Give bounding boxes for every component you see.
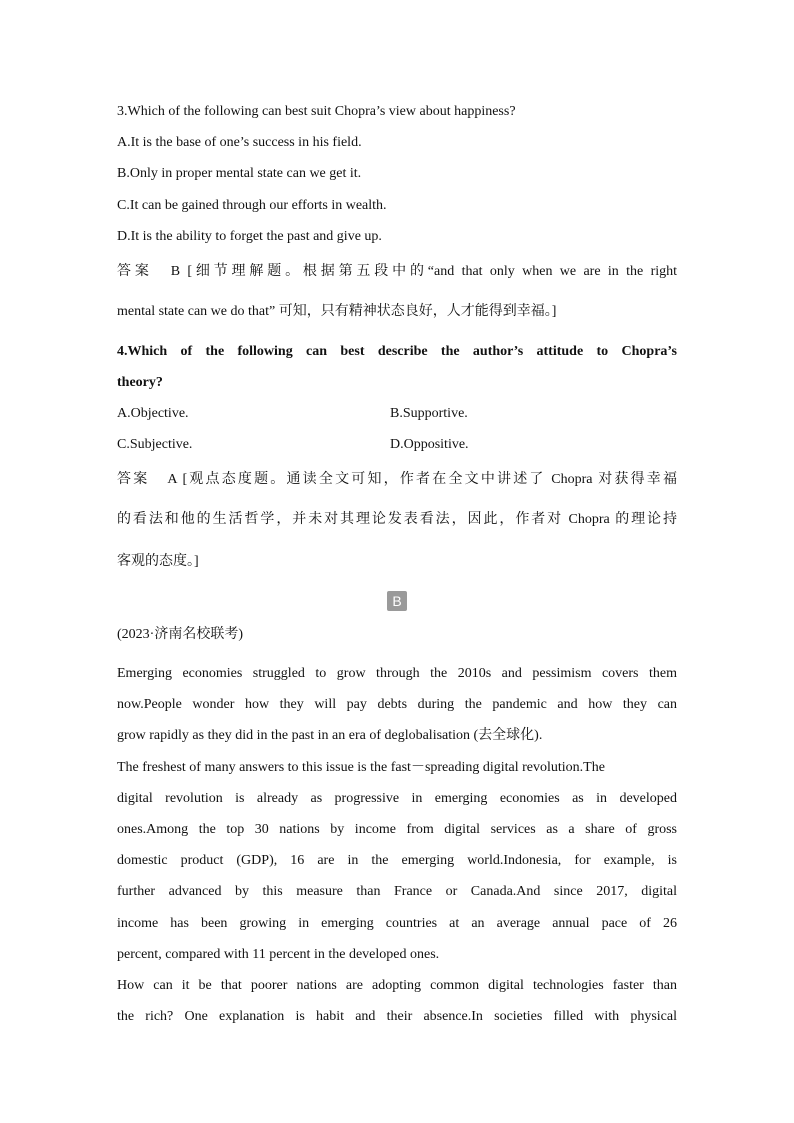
section-b-badge: B	[387, 591, 407, 611]
q3-answer-text-1: B [细节理解题。根据第五段中的“and that only when we are in the right	[170, 264, 678, 279]
q4-option-b: B.Supportive.	[390, 406, 468, 421]
passage-line-3: grow rapidly as they did in the past in an era of deglobalisation (去全球化).	[117, 728, 543, 743]
passage-line-5: digital revolution is already as progressive in emerging economies as in developed	[117, 791, 677, 806]
q3-answer-line-1	[117, 262, 677, 282]
section-source: (2023·济南名校联考)	[117, 627, 243, 642]
question-4-text-line-1: 4.Which of the following can best describe the author’s attitude to Chopra’s	[117, 344, 677, 359]
q3-option-c: C.It can be gained through our efforts in wealth.	[117, 198, 387, 213]
passage-line-10: percent, compared with 11 percent in the developed ones.	[117, 947, 440, 962]
q4-answer-label: 答案	[117, 472, 150, 487]
q3-answer-label: 答案	[117, 264, 153, 279]
q4-answer-line-2: 的看法和他的生活哲学，并未对其理论发表看法，因此，作者对 Chopra 的理论持	[117, 512, 677, 527]
question-3-text: 3.Which of the following can best suit Chopra’s view about happiness?	[117, 104, 516, 119]
passage-line-2: now.People wonder how they will pay debts during the pandemic and how they can	[117, 697, 677, 712]
passage-line-11: How can it be that poorer nations are adopting common digital technologies faster than	[117, 978, 677, 993]
q4-answer-line-3: 客观的态度。]	[117, 554, 199, 569]
passage-line-9: income has been growing in emerging countries at an average annual pace of 26	[117, 916, 677, 931]
question-4-text-line-2: theory?	[117, 375, 163, 390]
q4-option-d: D.Oppositive.	[390, 437, 469, 452]
passage-line-6: ones.Among the top 30 nations by income from digital services as a share of gross	[117, 822, 677, 837]
passage-line-7: domestic product (GDP), 16 are in the emerging world.Indonesia, for example, is	[117, 853, 677, 868]
passage-line-1: Emerging economies struggled to grow through the 2010s and pessimism covers them	[117, 666, 677, 681]
q3-option-b: B.Only in proper mental state can we get it.	[117, 166, 362, 181]
q4-option-c: C.Subjective.	[117, 437, 193, 452]
q4-option-a: A.Objective.	[117, 406, 189, 421]
passage-line-8: further advanced by this measure than France or Canada.And since 2017, digital	[117, 884, 677, 899]
q3-option-a: A.It is the base of one’s success in his field.	[117, 135, 362, 150]
q3-option-d: D.It is the ability to forget the past and give up.	[117, 229, 382, 244]
passage-line-4: The freshest of many answers to this issue is the fast－spreading digital revolution.The	[117, 760, 605, 775]
q3-answer-line-2: mental state can we do that” 可知，只有精神状态良好，人才能得到幸福。]	[117, 304, 557, 319]
q4-answer-text-1: A [观点态度题。通读全文可知，作者在全文中讲述了 Chopra 对获得幸福	[167, 472, 678, 487]
q4-answer-line-1	[117, 470, 677, 490]
passage-line-12: the rich? One explanation is habit and their absence.In societies filled with physical	[117, 1009, 677, 1024]
